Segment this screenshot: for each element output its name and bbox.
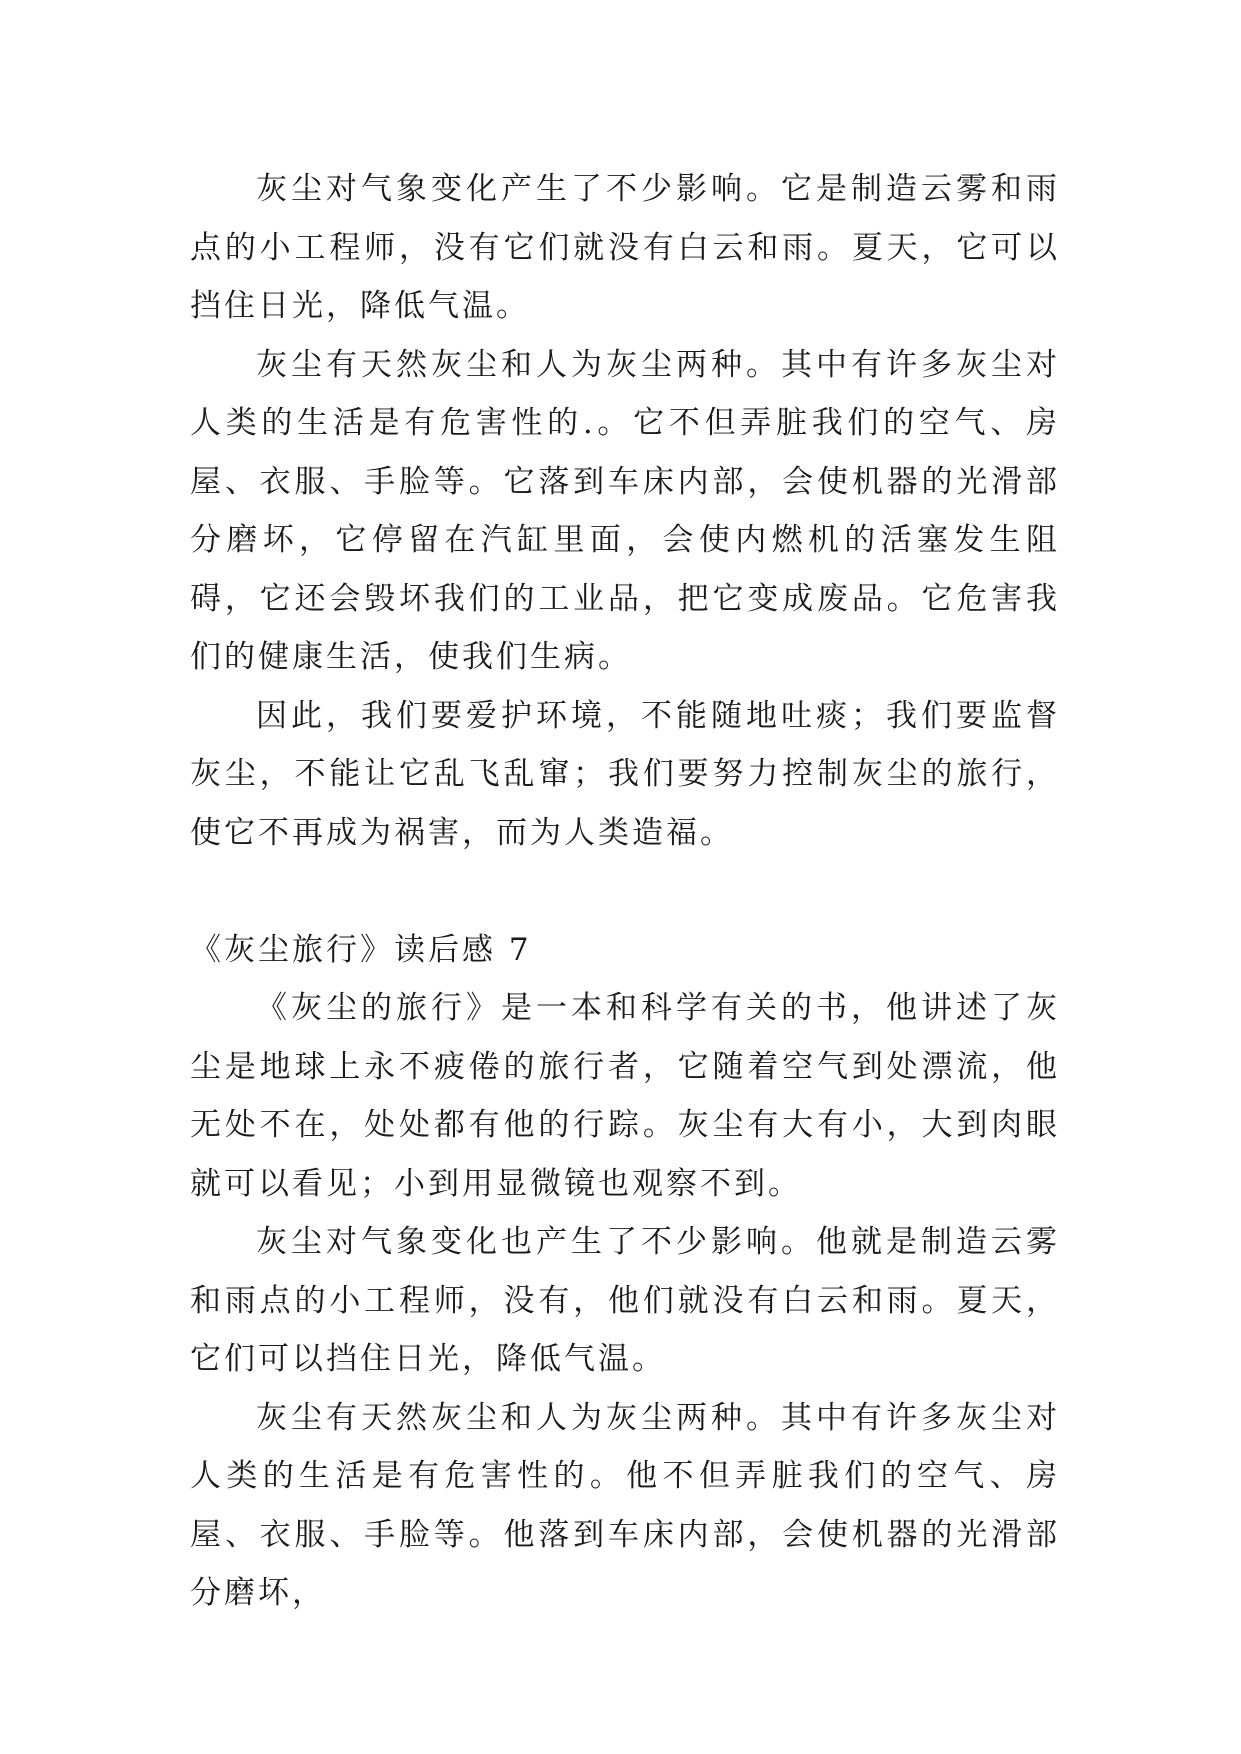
paragraph-book-intro: 《灰尘的旅行》是一本和科学有关的书，他讲述了灰尘是地球上永不疲倦的旅行者，它随着空气到处漂流，他无处不在，处处都有他的行踪。灰尘有大有小，大到肉眼就可以看见；小到用显微镜也观察不到。 (190, 990, 1060, 1202)
paragraph-protect-environment: 因此，我们要爱护环境，不能随地吐痰；我们要监督灰尘，不能让它乱飞乱窜；我们要努力控制灰尘的旅行，使它不再成为祸害，而为人类造福。 (190, 697, 1060, 851)
paragraph-dust-hazards-2: 灰尘有天然灰尘和人为灰尘两种。其中有许多灰尘对人类的生活是有危害性的。他不但弄脏我们的空气、房屋、衣服、手脸等。他落到车床内部，会使机器的光滑部分磨坏， (190, 1399, 1060, 1611)
document-body (190, 160, 1060, 1623)
paragraph-weather-influence-2: 灰尘对气象变化也产生了不少影响。他就是制造云雾和雨点的小工程师，没有，他们就没有白云和雨。夏天，它们可以挡住日光，降低气温。 (190, 1224, 1060, 1377)
paragraph-weather-influence: 灰尘对气象变化产生了不少影响。它是制造云雾和雨点的小工程师，没有它们就没有白云和雨。夏天，它可以挡住日光，降低气温。 (190, 171, 1060, 324)
essay-heading: 《灰尘旅行》读后感 7 (190, 931, 532, 968)
section-spacer (190, 862, 1060, 921)
paragraph-dust-hazards: 灰尘有天然灰尘和人为灰尘两种。其中有许多灰尘对人类的生活是有危害性的.。它不但弄脏我们的空气、房屋、衣服、手脸等。它落到车床内部，会使机器的光滑部分磨坏，它停留在汽缸里面，会使内燃机的活塞发生阻碍，它还会毁坏我们的工业品，把它变成废品。它危害我们的健康生活，使我们生病。 (190, 346, 1060, 675)
